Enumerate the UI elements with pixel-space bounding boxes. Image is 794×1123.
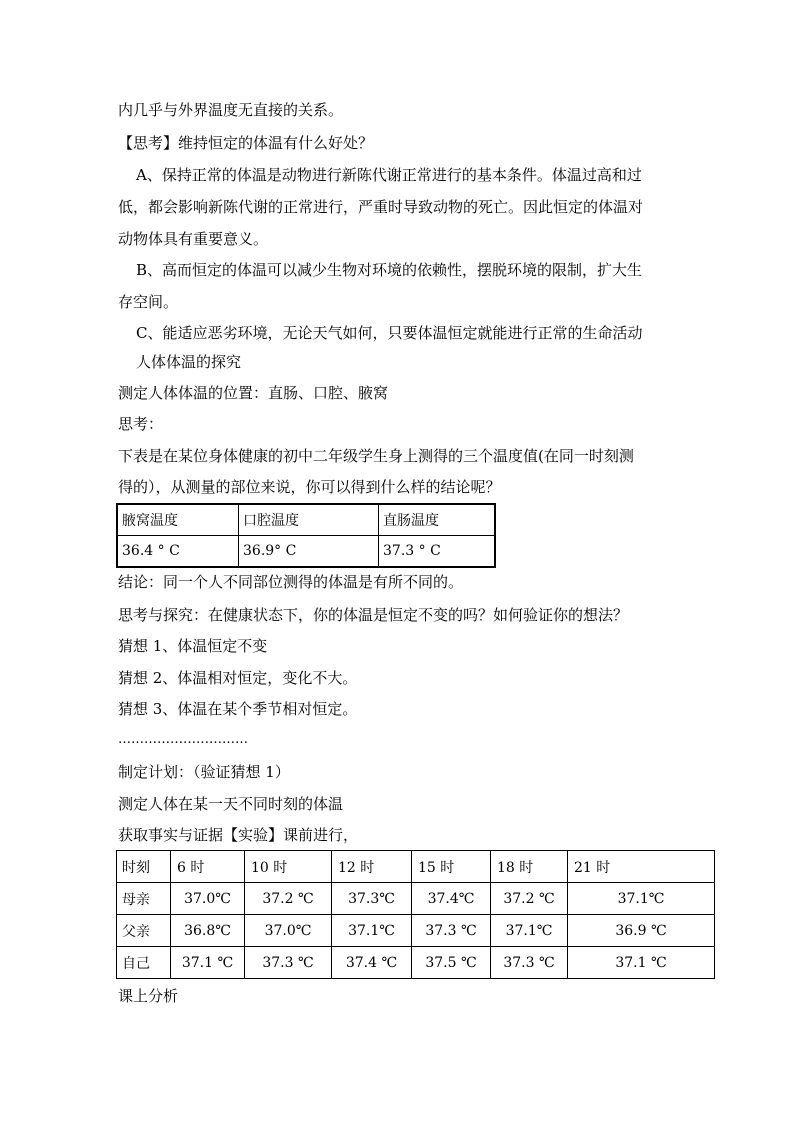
text-line: 猜想 2、体温相对恒定，变化不大。 — [118, 669, 358, 687]
text-line: 下表是在某位身体健康的初中二年级学生身上测得的三个温度值(在同一时刻测 — [118, 447, 634, 465]
text-line: 猜想 3、体温在某个季节相对恒定。 — [118, 700, 358, 718]
table-cell: 36.8℃ — [171, 915, 245, 947]
table-row — [117, 851, 715, 883]
table-cell: 37.3℃ — [332, 883, 412, 915]
table-header-cell: 6 时 — [171, 851, 245, 883]
table-cell: 37.3 ℃ — [245, 947, 332, 979]
table-cell: 36.9° C — [239, 536, 379, 568]
table-cell: 37.3 ° C — [379, 536, 496, 568]
table-cell: 37.0℃ — [245, 915, 332, 947]
text-line: 动物体具有重要意义。 — [118, 230, 269, 248]
table-cell: 37.1℃ — [332, 915, 412, 947]
table-cell: 37.1 ℃ — [568, 947, 715, 979]
table-header-cell: 口腔温度 — [239, 504, 379, 536]
table-cell: 37.0℃ — [171, 883, 245, 915]
table-cell: 37.1℃ — [568, 883, 715, 915]
table-header-cell: 腋窝温度 — [117, 504, 239, 536]
table-cell: 37.4℃ — [412, 883, 491, 915]
text-line: B、高而恒定的体温可以减少生物对环境的依赖性，摆脱环境的限制，扩大生 — [136, 261, 643, 279]
text-line: 得的），从测量的部位来说，你可以得到什么样的结论呢？ — [118, 478, 501, 496]
table-cell: 父亲 — [117, 915, 171, 947]
table-cell: 37.3 ℃ — [412, 915, 491, 947]
table-header-cell: 时刻 — [117, 851, 171, 883]
table-cell: 37.3 ℃ — [491, 947, 568, 979]
table-cell: 36.4 ° C — [117, 536, 239, 568]
table-header-cell: 15 时 — [412, 851, 491, 883]
table-row — [117, 504, 495, 536]
table-cell: 37.2 ℃ — [491, 883, 568, 915]
table-row — [117, 947, 715, 979]
table-cell: 37.4 ℃ — [332, 947, 412, 979]
table-row — [117, 915, 715, 947]
text-line: 猜想 1、体温恒定不变 — [118, 637, 268, 655]
text-line: 内几乎与外界温度无直接的关系。 — [118, 101, 344, 119]
text-line: C、能适应恶劣环境，无论天气如何，只要体温恒定就能进行正常的生命活动 — [136, 324, 643, 342]
text-line: 存空间。 — [118, 293, 179, 311]
table-cell: 37.1 ℃ — [171, 947, 245, 979]
table-header-cell: 12 时 — [332, 851, 412, 883]
table-header-cell: 直肠温度 — [379, 504, 496, 536]
text-line: 思考与探究：在健康状态下，你的体温是恒定不变的吗？如何验证你的想法？ — [118, 606, 629, 624]
text-line: 低，都会影响新陈代谢的正常进行，严重时导致动物的死亡。因此恒定的体温对 — [118, 198, 644, 216]
table-header-cell: 21 时 — [568, 851, 715, 883]
section-heading: 人体体温的探究 — [136, 353, 242, 371]
ellipsis-line: ………………………… — [118, 732, 248, 747]
body-temperature-table — [116, 503, 496, 568]
table-cell: 37.1℃ — [491, 915, 568, 947]
table-header-cell: 10 时 — [245, 851, 332, 883]
text-line: A、保持正常的体温是动物进行新陈代谢正常进行的基本条件。体温过高和过 — [136, 166, 642, 184]
text-line: 课上分析 — [118, 987, 179, 1005]
text-line: 获取事实与证据【实验】课前进行， — [118, 826, 359, 844]
text-line: 思考： — [118, 415, 164, 433]
table-cell: 母亲 — [117, 883, 171, 915]
table-row — [117, 883, 715, 915]
table-cell: 36.9 ℃ — [568, 915, 715, 947]
text-line: 测定人体体温的位置：直肠、口腔、腋窝 — [118, 384, 389, 402]
table-cell: 37.5 ℃ — [412, 947, 491, 979]
table-header-cell: 18 时 — [491, 851, 568, 883]
text-line: 结论：同一个人不同部位测得的体温是有所不同的。 — [118, 573, 464, 591]
text-line: 制定计划：（验证猜想 1） — [118, 763, 290, 781]
table-cell: 37.2 ℃ — [245, 883, 332, 915]
text-line: 【思考】维持恒定的体温有什么好处？ — [118, 134, 374, 152]
table-row — [117, 536, 495, 568]
daily-temperature-table — [116, 850, 715, 979]
table-cell: 自己 — [117, 947, 171, 979]
text-line: 测定人体在某一天不同时刻的体温 — [118, 795, 344, 813]
